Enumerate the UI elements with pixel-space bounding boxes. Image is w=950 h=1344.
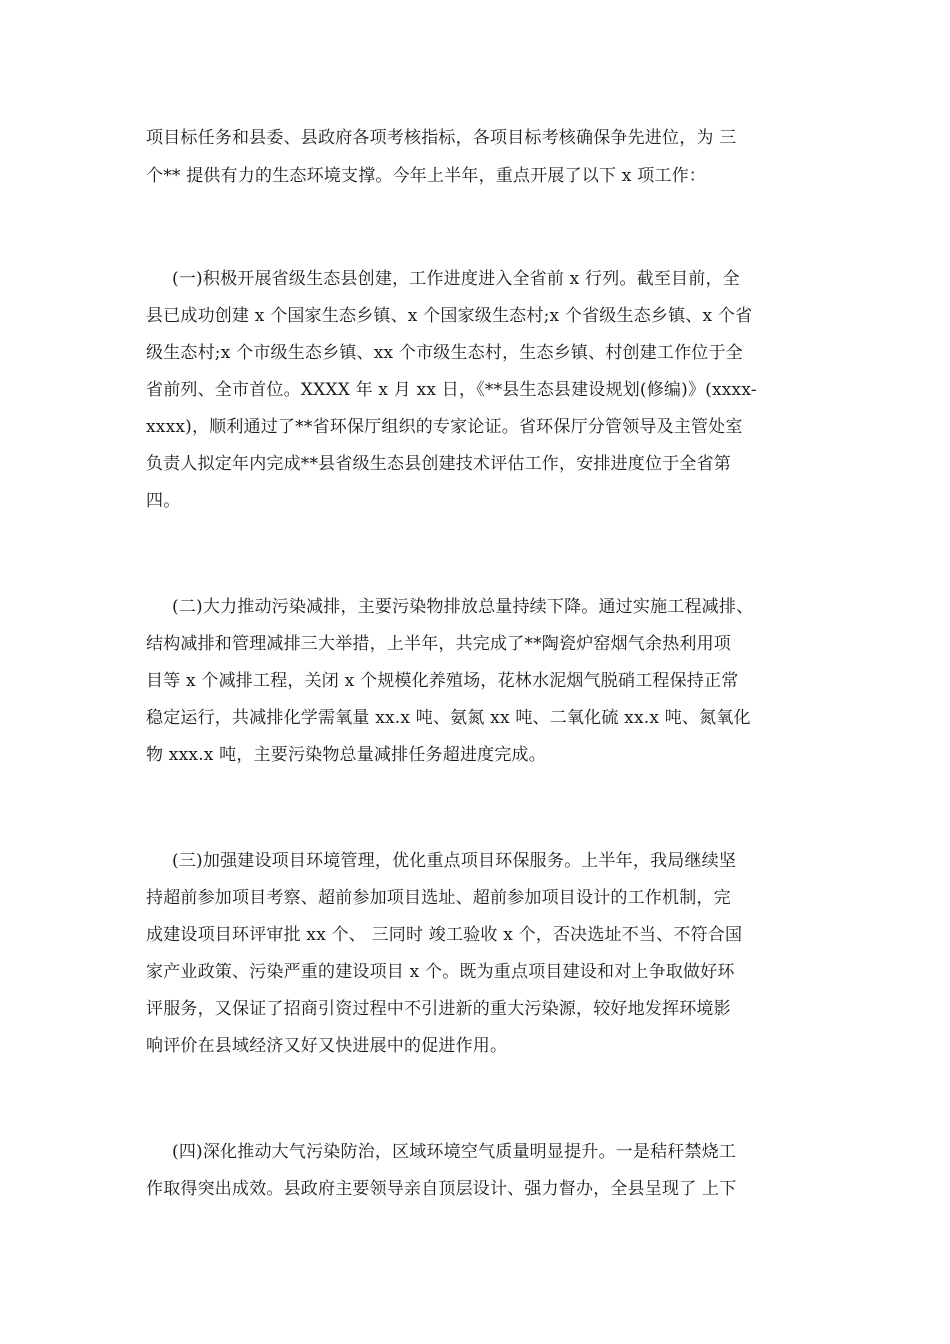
section1-line-3: 级生态村;x 个市级生态乡镇、xx 个市级生态村，生态乡镇、村创建工作位于全 (146, 343, 743, 363)
section3-line-2: 持超前参加项目考察、超前参加项目选址、超前参加项目设计的工作机制，完 (146, 888, 731, 908)
section3-line-6: 响评价在县域经济又好又快进展中的促进作用。 (146, 1036, 508, 1056)
section1-line-2: 县已成功创建 x 个国家生态乡镇、x 个国家级生态村;x 个省级生态乡镇、x 个省 (146, 306, 753, 326)
section3-line-1: (三)加强建设项目环境管理，优化重点项目环保服务。上半年，我局继续坚 (172, 851, 737, 871)
section2-line-5: 物 xxx.x 吨，主要污染物总量减排任务超进度完成。 (146, 745, 546, 765)
section3-line-3: 成建设项目环评审批 xx 个、 三同时 竣工验收 x 个，否决选址不当、不符合国 (146, 925, 743, 945)
section3-line-4: 家产业政策、污染严重的建设项目 x 个。既为重点项目建设和对上争取做好环 (146, 962, 735, 982)
section3-line-5: 评服务，又保证了招商引资过程中不引进新的重大污染源，较好地发挥环境影 (146, 999, 731, 1019)
section1-line-6: 负责人拟定年内完成**县省级生态县创建技术评估工作，安排进度位于全省第 (146, 454, 731, 474)
intro-line-1: 项目标任务和县委、县政府各项考核指标，各项目标考核确保争先进位，为 三 (146, 128, 737, 148)
section1-line-1: (一)积极开展省级生态县创建，工作进度进入全省前 x 行列。截至目前，全 (172, 269, 740, 289)
section1-line-5: xxxx)，顺利通过了**省环保厅组织的专家论证。省环保厅分管领导及主管处室 (146, 417, 743, 437)
section1-line-7: 四。 (146, 491, 181, 511)
section4-line-2: 作取得突出成效。县政府主要领导亲自顶层设计、强力督办，全县呈现了 上下 (146, 1179, 737, 1199)
section4-line-1: (四)深化推动大气污染防治，区域环境空气质量明显提升。一是秸秆禁烧工 (172, 1142, 737, 1162)
intro-line-2: 个** 提供有力的生态环境支撑。今年上半年，重点开展了以下 x 项工作： (146, 166, 706, 186)
section1-line-4: 省前列、全市首位。XXXX 年 x 月 xx 日，《**县生态县建设规划(修编)》(xxxx- (146, 380, 757, 400)
section2-line-1: (二)大力推动污染减排，主要污染物排放总量持续下降。通过实施工程减排、 (172, 597, 754, 617)
section2-line-2: 结构减排和管理减排三大举措，上半年，共完成了**陶瓷炉窑烟气余热利用项 (146, 634, 731, 654)
section2-line-4: 稳定运行，共减排化学需氧量 xx.x 吨、氨氮 xx 吨、二氧化硫 xx.x 吨、氮氧化 (146, 708, 751, 728)
section2-line-3: 目等 x 个减排工程，关闭 x 个规模化养殖场，花林水泥烟气脱硝工程保持正常 (146, 671, 739, 691)
